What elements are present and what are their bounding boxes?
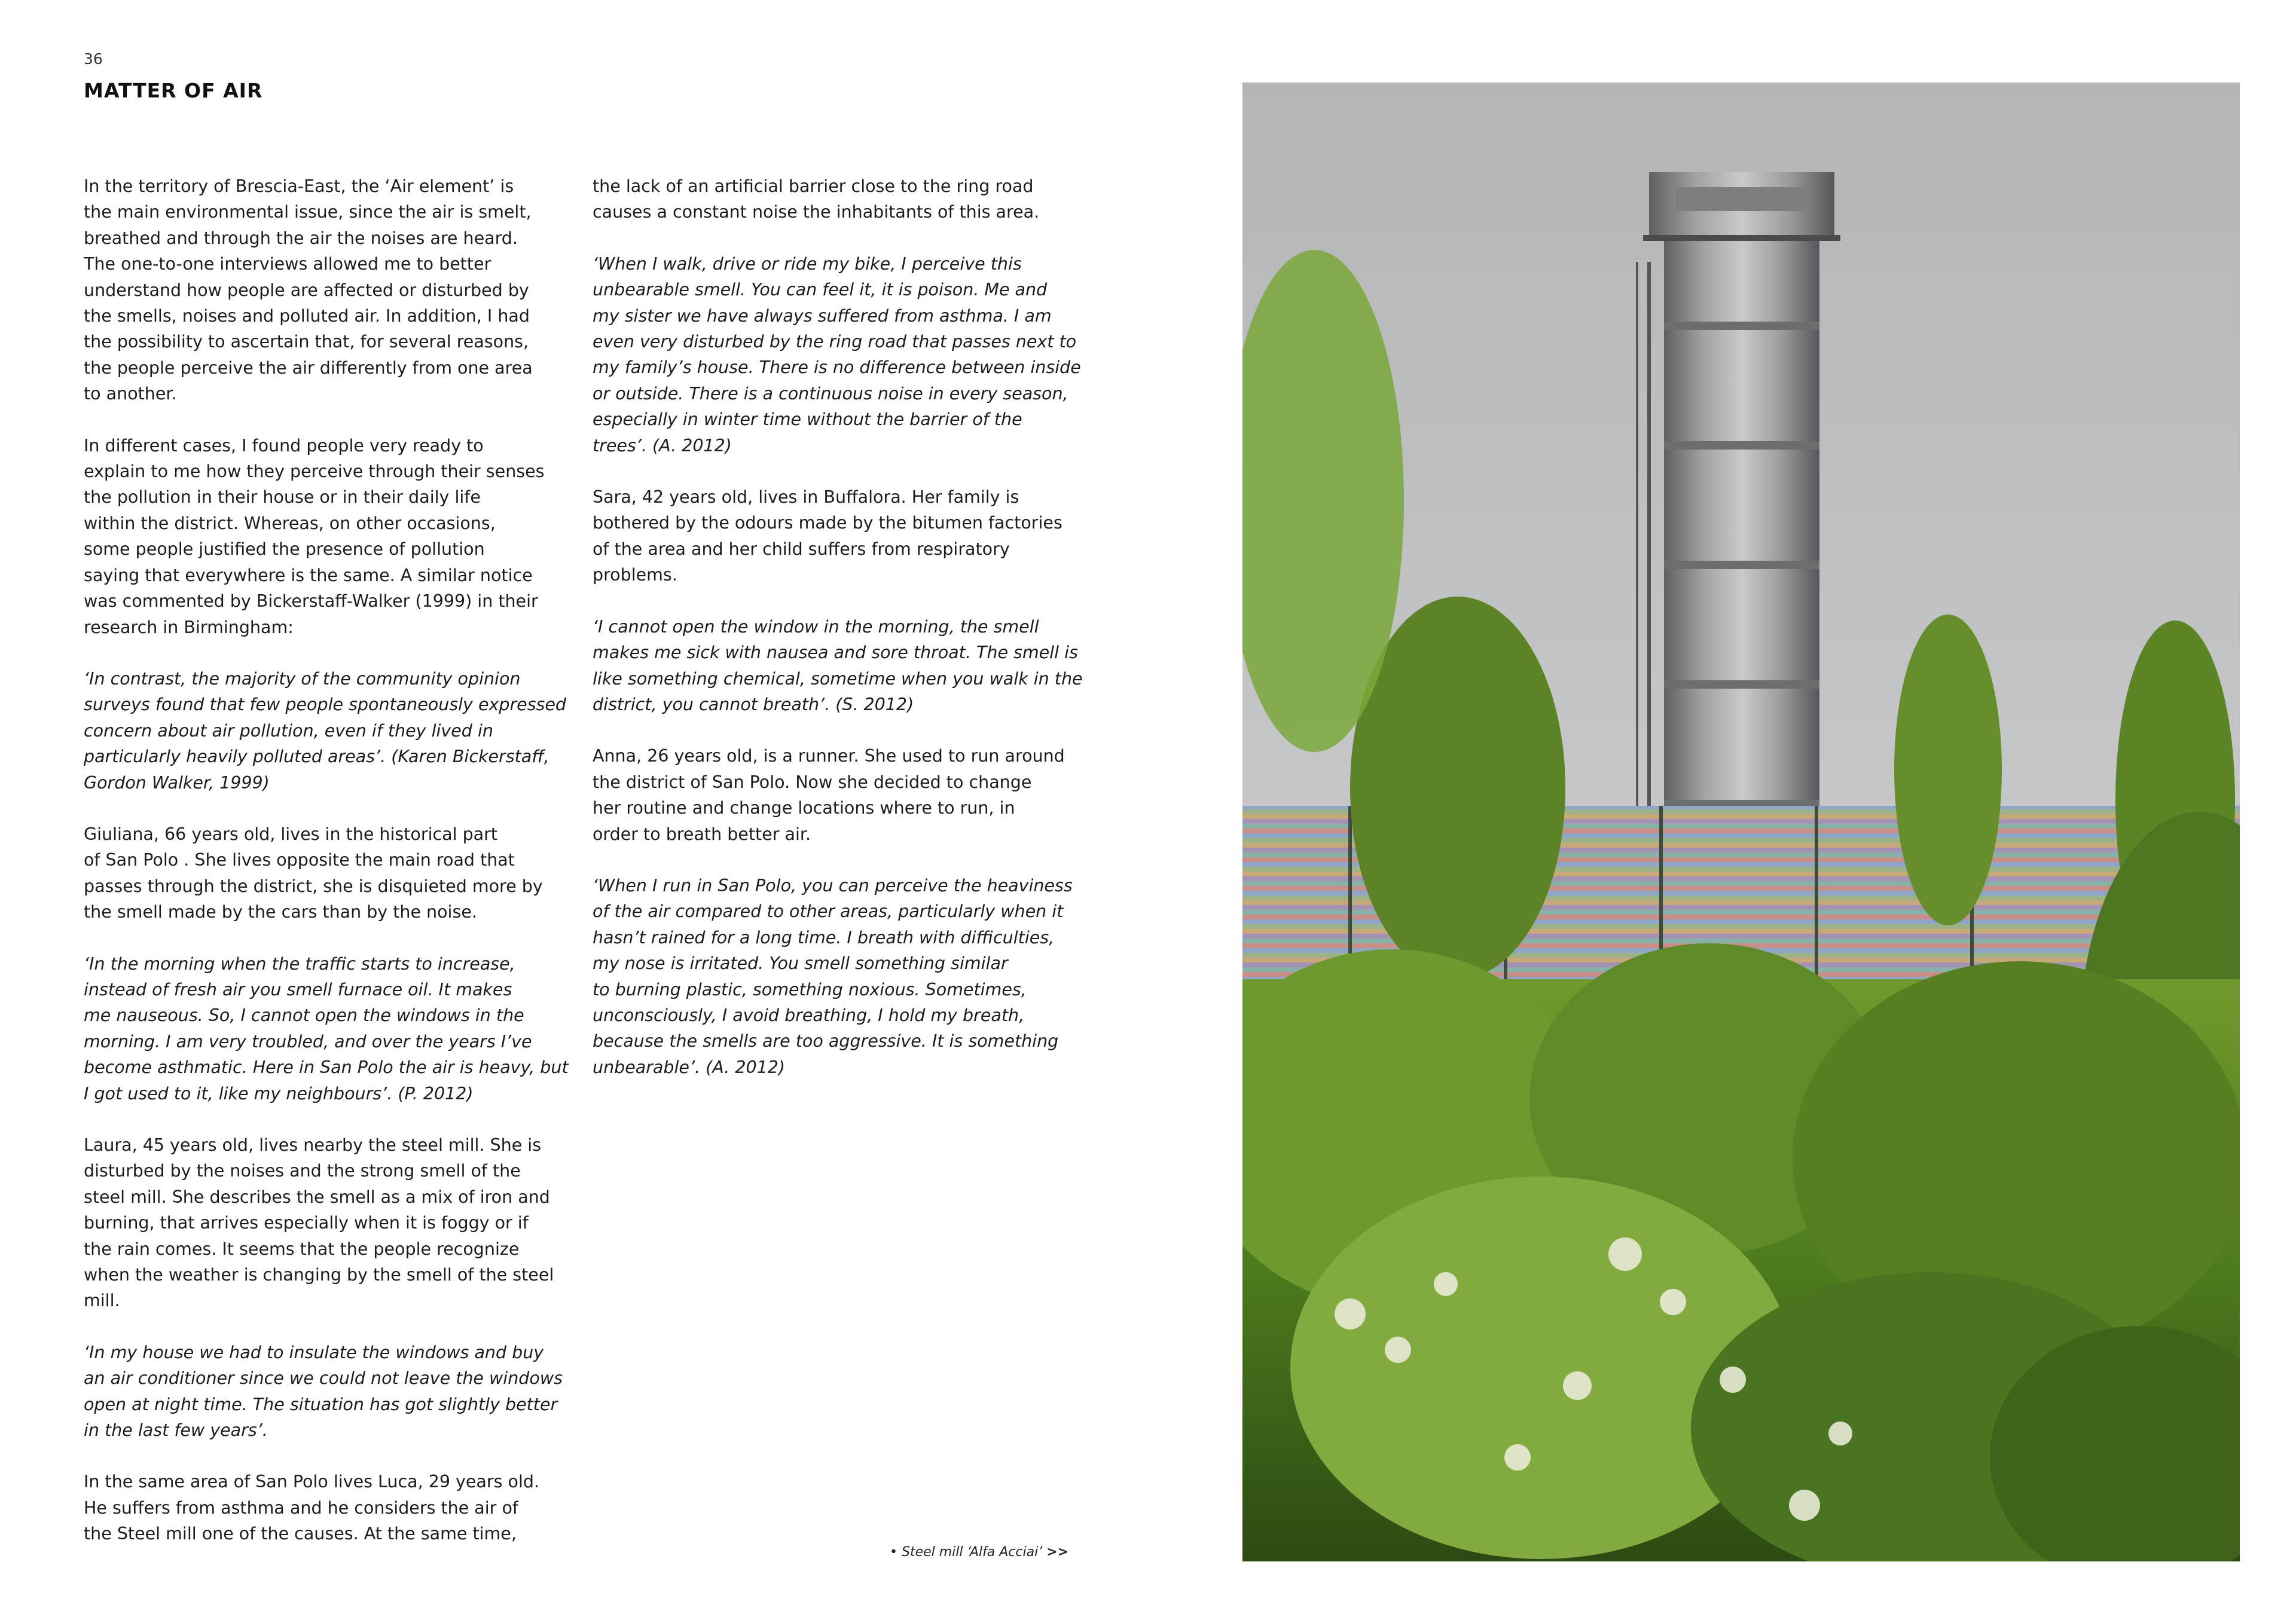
chapter-title: MATTER OF AIR — [84, 79, 263, 102]
steel-mill-photo — [1242, 82, 2240, 1561]
photo-caption — [890, 1545, 1068, 1560]
paragraph: Laura, 45 years old, lives nearby the steel mill. She is disturbed by the noises and the strong smell of the steel mill. She describes the smell as a mix of iron and burning, that arrives especially when it is foggy or if the rain comes. It seems that the people recognize when the weather is changing by the smell of the steel mill. — [84, 1135, 554, 1311]
chimney-tower — [1637, 172, 1840, 890]
text-column-right — [593, 173, 1083, 1080]
text-column-left — [84, 173, 574, 1547]
quote: ‘When I walk, drive or ride my bike, I perceive this unbearable smell. You can feel it, it is poison. Me and my sister we have always suffered from asthma. I am even very disturbed by the ring road that passes next to my family’s house. There is no difference between inside or outside. There is a continuous noise in every season, especially in winter time without the barrier of the trees’. (A. 2012) — [593, 253, 1081, 456]
paragraph: In the same area of San Polo lives Luca, 29 years old. He suffers from asthma and he considers the air of the Steel mill one of the causes. At the same time, — [84, 1472, 540, 1544]
paragraph: In the territory of Brescia-East, the ‘Air element’ is the main environmental issue, since the air is smelt, breathed and through the air the noises are heard. The one-to-one interviews allowed me to better understand how people are affected or disturbed by the smells, noises and polluted air. In addition, I had the possibility to ascertain that, for several reasons, the people perceive the air differently from one area to another. — [84, 176, 533, 404]
quote: ‘In contrast, the majority of the community opinion surveys found that few people spontaneously expressed concern about air pollution, even if they lived in particularly heavily polluted areas’. (Karen Bickerstaff, Gordon Walker, 1999) — [84, 668, 567, 793]
paragraph: In different cases, I found people very ready to explain to me how they perceive through their senses the pollution in their house or in their daily life within the district. Whereas, on other occasions, some people justified the presence of pollution saying that everywhere is the same. A similar notice was commented by Bickerstaff-Walker (1999) in their research in Birmingham: — [84, 435, 545, 637]
caption-bullet: • — [890, 1545, 897, 1560]
quote: ‘In my house we had to insulate the windows and buy an air conditioner since we could not leave the windows open at night time. The situation has got slightly better in the last few years’. — [84, 1342, 563, 1441]
quote: ‘When I run in San Polo, you can perceive the heaviness of the air compared to other areas, particularly when it hasn’t rained for a long time. I breath with difficulties, my nose is irritated. You smell something similar to burning plastic, something noxious. Sometimes, unconsciously, I avoid breathing, I hold my breath, because the smells are too aggressive. It is something unbearable’. (A. 2012) — [593, 875, 1073, 1077]
page-number: 36 — [84, 50, 103, 68]
quote: ‘In the morning when the traffic starts to increase, instead of fresh air you smell furnace oil. It makes me nauseous. So, I cannot open the windows in the morning. I am very troubled, and over the years I’ve become asthmatic. Here in San Polo the air is heavy, but I got used to it, like my neighbours’. (P. 2012) — [84, 953, 569, 1104]
paragraph: Giuliana, 66 years old, lives in the historical part of San Polo . She lives opposite the main road that passes through the district, she is disquieted more by the smell made by the cars than by the noise. — [84, 824, 543, 922]
quote: ‘I cannot open the window in the morning, the smell makes me sick with nausea and sore throat. The smell is like something chemical, sometime when you walk in the district, you cannot breath’. (S. 2012) — [593, 616, 1083, 714]
caption-text: Steel mill ‘Alfa Acciai’ — [901, 1545, 1043, 1560]
paragraph: Sara, 42 years old, lives in Buffalora. Her family is bothered by the odours made by the bitumen factories of the area and her child suffers from respiratory problems. — [593, 487, 1062, 585]
next-arrow-icon: >> — [1046, 1545, 1069, 1560]
paragraph: Anna, 26 years old, is a runner. She used to run around the district of San Polo. Now she decided to change her routine and change locations where to run, in order to breath better air. — [593, 746, 1065, 844]
paragraph: the lack of an artificial barrier close to the ring road causes a constant noise the inhabitants of this area. — [593, 176, 1040, 222]
